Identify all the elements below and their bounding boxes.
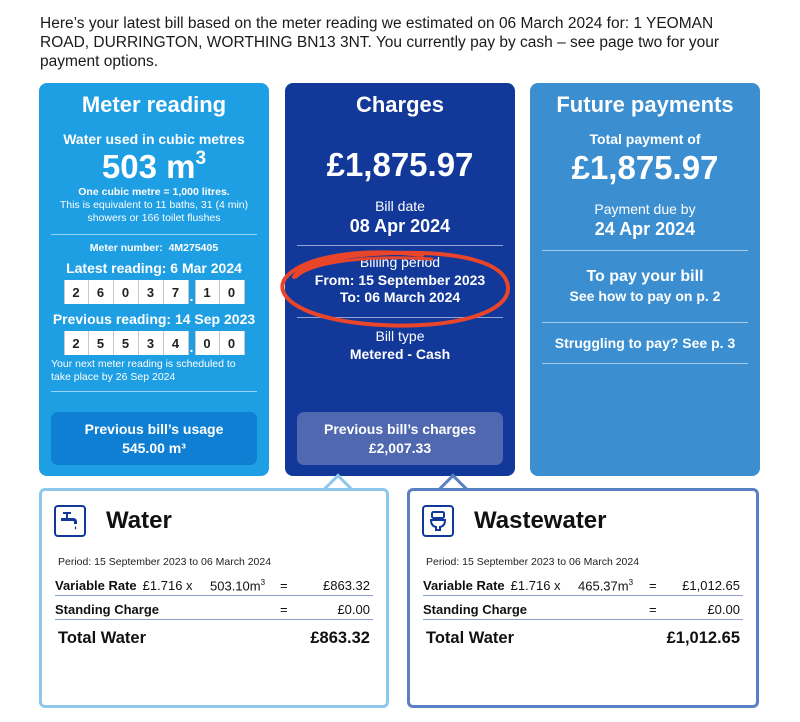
wastewater-period: Period: 15 September 2023 to 06 March 2024 bbox=[426, 556, 640, 568]
variable-rate: £1.716 x bbox=[142, 578, 193, 593]
latest-digit: 3 bbox=[139, 280, 164, 304]
variable-rate: £1.716 x bbox=[510, 578, 561, 593]
previous-usage-value: 545.00 m³ bbox=[122, 439, 186, 456]
variable-amount: £1,012.65 bbox=[682, 578, 740, 593]
wastewater-box bbox=[407, 488, 759, 708]
intro-text: Here’s your latest bill based on the meter reading we estimated on 06 March 2024 for: 1 YEOMAN ROAD, DURRINGTON, WORTHING BN13 3NT. You currently pay by cash – see page two for your payment options. bbox=[40, 15, 720, 70]
variable-rate-label: Variable Rate bbox=[423, 578, 505, 593]
cubic-metre-note: One cubic metre = 1,000 litres. bbox=[78, 186, 230, 198]
total-amount: £863.32 bbox=[310, 629, 370, 647]
previous-decimal: 0 bbox=[220, 331, 245, 355]
wastewater-header bbox=[422, 505, 607, 537]
equals-sign: = bbox=[649, 602, 657, 617]
total-payment-label: Total payment of bbox=[589, 131, 701, 147]
variable-amount: £863.32 bbox=[323, 578, 370, 593]
divider bbox=[542, 322, 748, 323]
standing-amount: £0.00 bbox=[337, 602, 370, 617]
wastewater-charges-table bbox=[423, 576, 743, 648]
latest-decimal: 0 bbox=[220, 280, 245, 304]
meter-number bbox=[39, 242, 269, 255]
table-row bbox=[423, 600, 743, 620]
water-total bbox=[55, 629, 373, 648]
latest-reading-label: Latest reading: 6 Mar 2024 bbox=[66, 260, 242, 276]
equivalent-note: This is equivalent to 11 baths, 31 (4 min) showers or 166 toilet flushes bbox=[59, 199, 249, 224]
latest-digit: 2 bbox=[64, 280, 89, 304]
latest-reading-digits bbox=[39, 280, 269, 304]
future-payments-card bbox=[530, 83, 760, 476]
previous-decimal: 0 bbox=[195, 331, 220, 355]
pay-bill-link[interactable]: See how to pay on p. 2 bbox=[569, 288, 721, 304]
equals-sign: = bbox=[280, 578, 288, 593]
previous-charges-box bbox=[297, 412, 503, 465]
previous-usage-box bbox=[51, 412, 257, 465]
previous-charges-label: Previous bill’s charges bbox=[324, 420, 476, 437]
previous-usage-label: Previous bill’s usage bbox=[84, 420, 224, 437]
pay-bill-title[interactable]: To pay your bill bbox=[586, 268, 704, 285]
previous-charges-value: £2,007.33 bbox=[368, 439, 432, 456]
latest-digit: 7 bbox=[164, 280, 189, 304]
variable-rate-label: Variable Rate bbox=[55, 578, 137, 593]
variable-quantity: $503.10m^3$ bbox=[210, 577, 266, 594]
bill-date-label: Bill date bbox=[375, 198, 425, 214]
previous-digit: 2 bbox=[64, 331, 89, 355]
divider bbox=[297, 317, 503, 318]
equals-sign: = bbox=[280, 602, 288, 617]
charges-card bbox=[285, 83, 515, 476]
charges-title: Charges bbox=[355, 92, 445, 117]
divider bbox=[51, 391, 257, 392]
payment-due-label: Payment due by bbox=[594, 201, 696, 217]
water-box bbox=[39, 488, 389, 708]
bill-date: 08 Apr 2024 bbox=[349, 216, 451, 236]
variable-quantity: $465.37m^3$ bbox=[578, 577, 634, 594]
divider bbox=[297, 245, 503, 246]
volume-exponent: 3 bbox=[195, 148, 207, 169]
tap-icon bbox=[54, 505, 86, 537]
bill-type: Metered - Cash bbox=[349, 346, 451, 362]
latest-digit: 0 bbox=[114, 280, 139, 304]
billing-period-label: Billing period bbox=[359, 254, 441, 270]
water-title: Water bbox=[106, 507, 172, 534]
toilet-icon bbox=[422, 505, 454, 537]
standing-charge-label: Standing Charge bbox=[55, 602, 160, 617]
payment-due-date: 24 Apr 2024 bbox=[594, 219, 696, 239]
meter-number-value: 4M275405 bbox=[168, 242, 219, 254]
volume-value bbox=[39, 148, 269, 186]
decimal-point: . bbox=[189, 339, 194, 355]
previous-digit: 5 bbox=[89, 331, 114, 355]
divider bbox=[542, 363, 748, 364]
previous-digit: 4 bbox=[164, 331, 189, 355]
total-label: Total Water bbox=[58, 629, 147, 647]
previous-digit: 3 bbox=[139, 331, 164, 355]
equals-sign: = bbox=[649, 578, 657, 593]
water-charges-table bbox=[55, 576, 373, 648]
decimal-point: . bbox=[189, 288, 194, 304]
water-period: Period: 15 September 2023 to 06 March 2024 bbox=[58, 556, 272, 568]
total-amount: £1,012.65 bbox=[666, 629, 740, 647]
previous-reading-label: Previous reading: 14 Sep 2023 bbox=[52, 311, 256, 327]
water-header bbox=[54, 505, 172, 537]
bill-type-label: Bill type bbox=[375, 328, 425, 344]
meter-number-label: Meter number: bbox=[89, 242, 163, 254]
divider bbox=[51, 234, 257, 235]
latest-decimal: 1 bbox=[195, 280, 220, 304]
billing-period-from: From: 15 September 2023 bbox=[314, 272, 486, 288]
table-row bbox=[423, 576, 743, 596]
standing-amount: £0.00 bbox=[707, 602, 740, 617]
previous-reading-digits bbox=[39, 331, 269, 355]
total-label: Total Water bbox=[426, 629, 515, 647]
struggling-link[interactable]: Struggling to pay? See p. 3 bbox=[554, 335, 736, 351]
divider bbox=[542, 250, 748, 251]
meter-title: Meter reading bbox=[81, 92, 227, 117]
table-row bbox=[55, 576, 373, 596]
total-payment-value: £1,875.97 bbox=[571, 149, 719, 186]
volume-number: 503 m bbox=[101, 148, 196, 185]
billing-period-to: To: 06 March 2024 bbox=[339, 289, 461, 305]
meter-reading-card bbox=[39, 83, 269, 476]
table-row bbox=[55, 600, 373, 620]
wastewater-total bbox=[423, 629, 743, 648]
previous-digit: 5 bbox=[114, 331, 139, 355]
wastewater-title: Wastewater bbox=[474, 507, 607, 534]
water-used-label: Water used in cubic metres bbox=[63, 131, 245, 147]
next-reading-note: Your next meter reading is scheduled to take place by 26 Sep 2024 bbox=[51, 358, 236, 383]
standing-charge-label: Standing Charge bbox=[423, 602, 528, 617]
charges-amount: £1,875.97 bbox=[326, 146, 474, 183]
future-title: Future payments bbox=[556, 92, 734, 117]
latest-digit: 6 bbox=[89, 280, 114, 304]
